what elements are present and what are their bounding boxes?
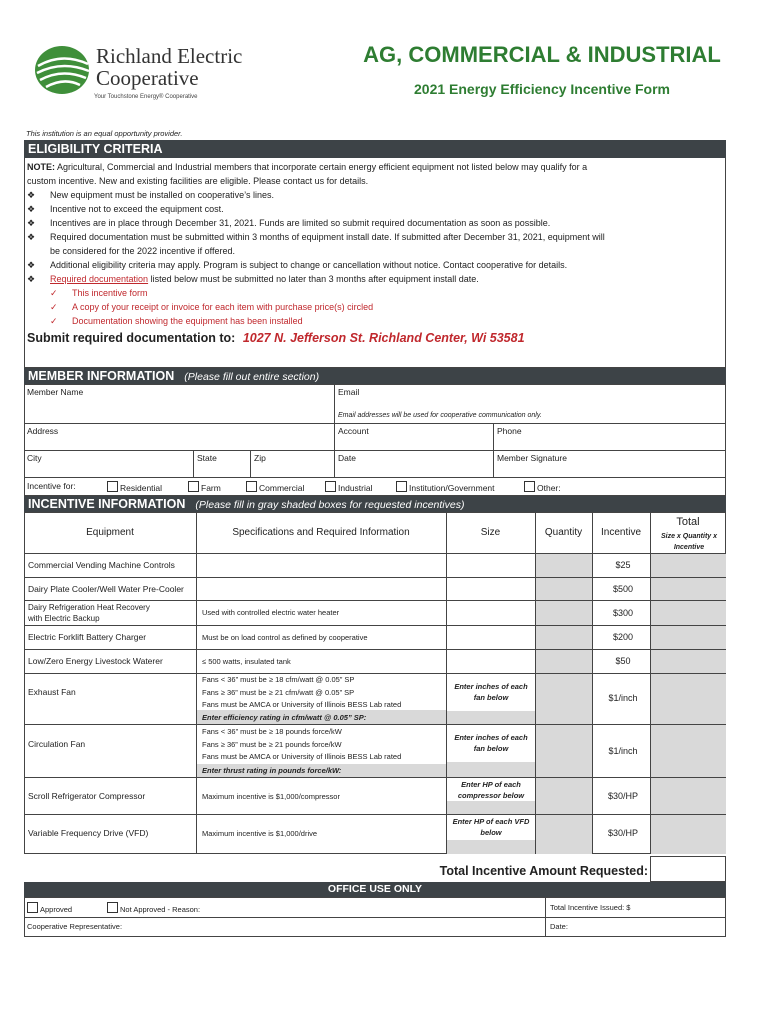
submit-address: 1027 N. Jefferson St. Richland Center, Wi 53581	[242, 331, 525, 345]
quantity-input[interactable]	[536, 650, 592, 673]
size-hint: Enter HP of each compressor below	[457, 780, 525, 800]
size-hint: Enter inches of each fan below	[454, 682, 528, 702]
total-requested-input[interactable]	[650, 856, 726, 882]
org-tagline: Your Touchstone Energy® Cooperative	[94, 94, 198, 100]
option-commercial[interactable]: Commercial	[246, 481, 304, 493]
total-input[interactable]	[651, 554, 726, 577]
logo-mark-icon	[34, 44, 92, 96]
checkbox-icon[interactable]	[524, 481, 535, 492]
office-approved[interactable]: Approved	[27, 902, 72, 914]
quantity-input[interactable]	[536, 554, 592, 577]
spec-text: Fans must be AMCA or University of Illinois BESS Lab rated	[202, 752, 402, 761]
required-doc-rest: listed below must be submitted no later than 3 months after equipment install date.	[148, 274, 479, 284]
required-doc-link[interactable]: Required documentation	[50, 274, 149, 284]
bullet-icon: ❖	[27, 190, 36, 200]
option-institution[interactable]: Institution/Government	[396, 481, 495, 493]
size-input[interactable]	[447, 801, 535, 814]
total-input[interactable]	[651, 815, 726, 854]
total-input[interactable]	[651, 578, 726, 600]
equipment-label: Variable Frequency Drive (VFD)	[28, 828, 149, 838]
member-heading-bar	[24, 368, 726, 384]
bullet-icon: ❖	[27, 204, 36, 214]
spec-text: Fans < 36” must be ≥ 18 pounds force/kW	[202, 727, 342, 736]
spec-prompt: Enter thrust rating in pounds force/kW:	[202, 766, 342, 775]
org-name-line1: Richland Electric	[96, 44, 243, 68]
submit-label: Submit required documentation to:	[27, 331, 236, 345]
incentive-heading-note: (Please fill in gray shaded boxes for requested incentives)	[195, 499, 465, 511]
bullet-text: Additional eligibility criteria may apply. Program is subject to change or cancellation without notice. Contact cooperative for details.	[50, 260, 568, 270]
equal-opportunity: This institution is an equal opportunity provider.	[26, 129, 183, 138]
signature-field[interactable]: Member Signature	[497, 453, 567, 463]
city-field[interactable]: City	[27, 453, 42, 463]
size-hint: Enter HP of each VFD below	[452, 817, 530, 837]
col-total: Total	[676, 516, 700, 528]
member-name-field[interactable]: Member Name	[27, 387, 84, 397]
checkbox-icon[interactable]	[27, 902, 38, 913]
checkbox-icon[interactable]	[325, 481, 336, 492]
date-field[interactable]: Date	[338, 453, 356, 463]
bullet-icon: ❖	[27, 218, 36, 228]
incentive-value: $50	[615, 656, 631, 666]
size-input[interactable]	[447, 840, 535, 854]
bullet-text: Required documentation must be submitted within 3 months of equipment install date. If submitted after December 31, 2021, equipment will	[50, 232, 605, 242]
page-title: AG, COMMERCIAL & INDUSTRIAL	[363, 42, 721, 67]
bullet-text: Incentive not to exceed the equipment cost.	[50, 204, 224, 214]
spec-text: ≤ 500 watts, insulated tank	[202, 657, 291, 666]
incentive-value: $25	[615, 560, 631, 570]
spec-text: Used with controlled electric water heater	[202, 608, 340, 617]
quantity-input[interactable]	[536, 674, 592, 724]
option-industrial[interactable]: Industrial	[325, 481, 373, 493]
bullet-text: New equipment must be installed on cooperative’s lines.	[50, 190, 274, 200]
submit-line	[27, 331, 525, 345]
spec-text: Fans ≥ 36” must be ≥ 21 cfm/watt @ 0.05” SP	[202, 688, 355, 697]
incentive-value: $500	[612, 584, 634, 594]
col-total-note: Size x Quantity x Incentive	[660, 533, 718, 551]
office-date[interactable]: Date:	[550, 922, 568, 931]
check-icon: ✓	[50, 316, 58, 326]
member-heading-note: (Please fill out entire section)	[184, 371, 320, 383]
eligibility-heading: ELIGIBILITY CRITERIA	[28, 142, 163, 156]
incentive-value: $200	[612, 632, 634, 642]
equipment-label: Scroll Refrigerator Compressor	[28, 791, 146, 801]
office-not-approved[interactable]: Not Approved - Reason:	[107, 902, 200, 914]
col-size: Size	[480, 527, 501, 538]
total-requested-label: Total Incentive Amount Requested:	[439, 864, 648, 878]
account-field[interactable]: Account	[338, 426, 369, 436]
size-input[interactable]	[447, 711, 535, 724]
equipment-label: Low/Zero Energy Livestock Waterer	[28, 656, 163, 666]
check-item: A copy of your receipt or invoice for each item with purchase price(s) circled	[72, 302, 374, 312]
total-input[interactable]	[651, 725, 726, 777]
bullet-icon: ❖	[27, 260, 36, 270]
size-input[interactable]	[447, 762, 535, 777]
equipment-label: Commercial Vending Machine Controls	[28, 560, 175, 570]
zip-field[interactable]: Zip	[254, 453, 266, 463]
required-doc-line	[50, 274, 479, 284]
office-total-issued[interactable]: Total Incentive Issued: $	[550, 903, 631, 912]
check-icon: ✓	[50, 288, 58, 298]
option-farm[interactable]: Farm	[188, 481, 221, 493]
spec-text: Fans must be AMCA or University of Illinois BESS Lab rated	[202, 700, 402, 709]
total-input[interactable]	[651, 601, 726, 625]
equipment-label: Dairy Refrigeration Heat Recovery	[28, 603, 150, 612]
col-incentive: Incentive	[600, 527, 642, 538]
incentive-heading: INCENTIVE INFORMATION	[28, 497, 186, 511]
incentive-for-label: Incentive for:	[27, 481, 76, 491]
equipment-label: Dairy Plate Cooler/Well Water Pre-Cooler	[28, 584, 184, 594]
quantity-input[interactable]	[536, 815, 592, 854]
page-subtitle: 2021 Energy Efficiency Incentive Form	[414, 81, 670, 97]
equipment-label: Exhaust Fan	[28, 687, 76, 697]
office-heading: OFFICE USE ONLY	[327, 883, 423, 895]
bullet-text: Incentives are in place through December 31, 2021. Funds are limited so submit required documentation as soon as possible.	[50, 218, 551, 228]
eligibility-heading-bar	[24, 140, 726, 158]
col-specs: Specifications and Required Information	[232, 527, 410, 538]
spec-text: Fans < 36” must be ≥ 18 cfm/watt @ 0.05” SP	[202, 675, 355, 684]
office-heading-bar	[24, 882, 726, 897]
equipment-label: Electric Forklift Battery Charger	[28, 632, 147, 642]
spec-prompt: Enter efficiency rating in cfm/watt @ 0.05” SP:	[202, 713, 367, 722]
member-heading: MEMBER INFORMATION	[28, 369, 175, 383]
incentive-value: $30/HP	[607, 791, 639, 801]
bullet-icon: ❖	[27, 274, 36, 284]
checkbox-icon[interactable]	[396, 481, 407, 492]
quantity-input[interactable]	[536, 578, 592, 600]
total-input[interactable]	[651, 778, 726, 814]
quantity-input[interactable]	[536, 626, 592, 649]
incentive-value: $30/HP	[607, 828, 639, 838]
logo	[34, 44, 92, 96]
bullet-text-cont: be considered for the 2022 incentive if offered.	[50, 246, 235, 256]
check-icon: ✓	[50, 302, 58, 312]
phone-field[interactable]: Phone	[497, 426, 522, 436]
incentive-value: $1/inch	[608, 693, 638, 703]
spec-text: Fans ≥ 36” must be ≥ 21 pounds force/kW	[202, 740, 342, 749]
col-equipment: Equipment	[86, 527, 134, 538]
check-item: This incentive form	[72, 288, 148, 298]
equipment-label: Circulation Fan	[28, 739, 86, 749]
checkbox-icon[interactable]	[107, 481, 118, 492]
note-line1: Agricultural, Commercial and Industrial members that incorporate certain energy efficient equipment not listed below may qualify for a	[57, 162, 588, 172]
spec-text: Maximum incentive is $1,000/drive	[202, 829, 318, 838]
quantity-input[interactable]	[536, 601, 592, 625]
option-residential[interactable]: Residential	[107, 481, 162, 493]
email-note: Email addresses will be used for cooperative communication only.	[338, 412, 542, 419]
incentive-value: $1/inch	[608, 746, 638, 756]
total-input[interactable]	[651, 650, 726, 673]
size-hint: Enter inches of each fan below	[454, 733, 528, 753]
checkbox-icon[interactable]	[107, 902, 118, 913]
equipment-label-cont: with Electric Backup	[28, 614, 100, 623]
eligibility-note	[27, 162, 587, 172]
quantity-input[interactable]	[536, 725, 592, 777]
total-input[interactable]	[651, 626, 726, 649]
quantity-input[interactable]	[536, 778, 592, 814]
total-input[interactable]	[651, 674, 726, 724]
email-field[interactable]: Email	[338, 387, 360, 397]
spec-text: Maximum incentive is $1,000/compressor	[202, 792, 340, 801]
office-representative[interactable]: Cooperative Representative:	[27, 922, 123, 931]
note-line2: custom incentive. New and existing facilities are eligible. Please contact us for details.	[27, 176, 369, 186]
incentive-heading-bar	[24, 496, 726, 512]
option-other[interactable]: Other:	[524, 481, 561, 493]
incentive-value: $300	[612, 608, 634, 618]
note-label: NOTE:	[27, 162, 55, 172]
bullet-icon: ❖	[27, 232, 36, 242]
check-item: Documentation showing the equipment has been installed	[72, 316, 303, 326]
org-name-line2: Cooperative	[96, 66, 199, 90]
col-quantity: Quantity	[544, 527, 583, 538]
spec-text: Must be on load control as defined by cooperative	[202, 633, 368, 642]
state-field[interactable]: State	[197, 453, 217, 463]
checkbox-icon[interactable]	[246, 481, 257, 492]
address-field[interactable]: Address	[27, 426, 59, 436]
checkbox-icon[interactable]	[188, 481, 199, 492]
